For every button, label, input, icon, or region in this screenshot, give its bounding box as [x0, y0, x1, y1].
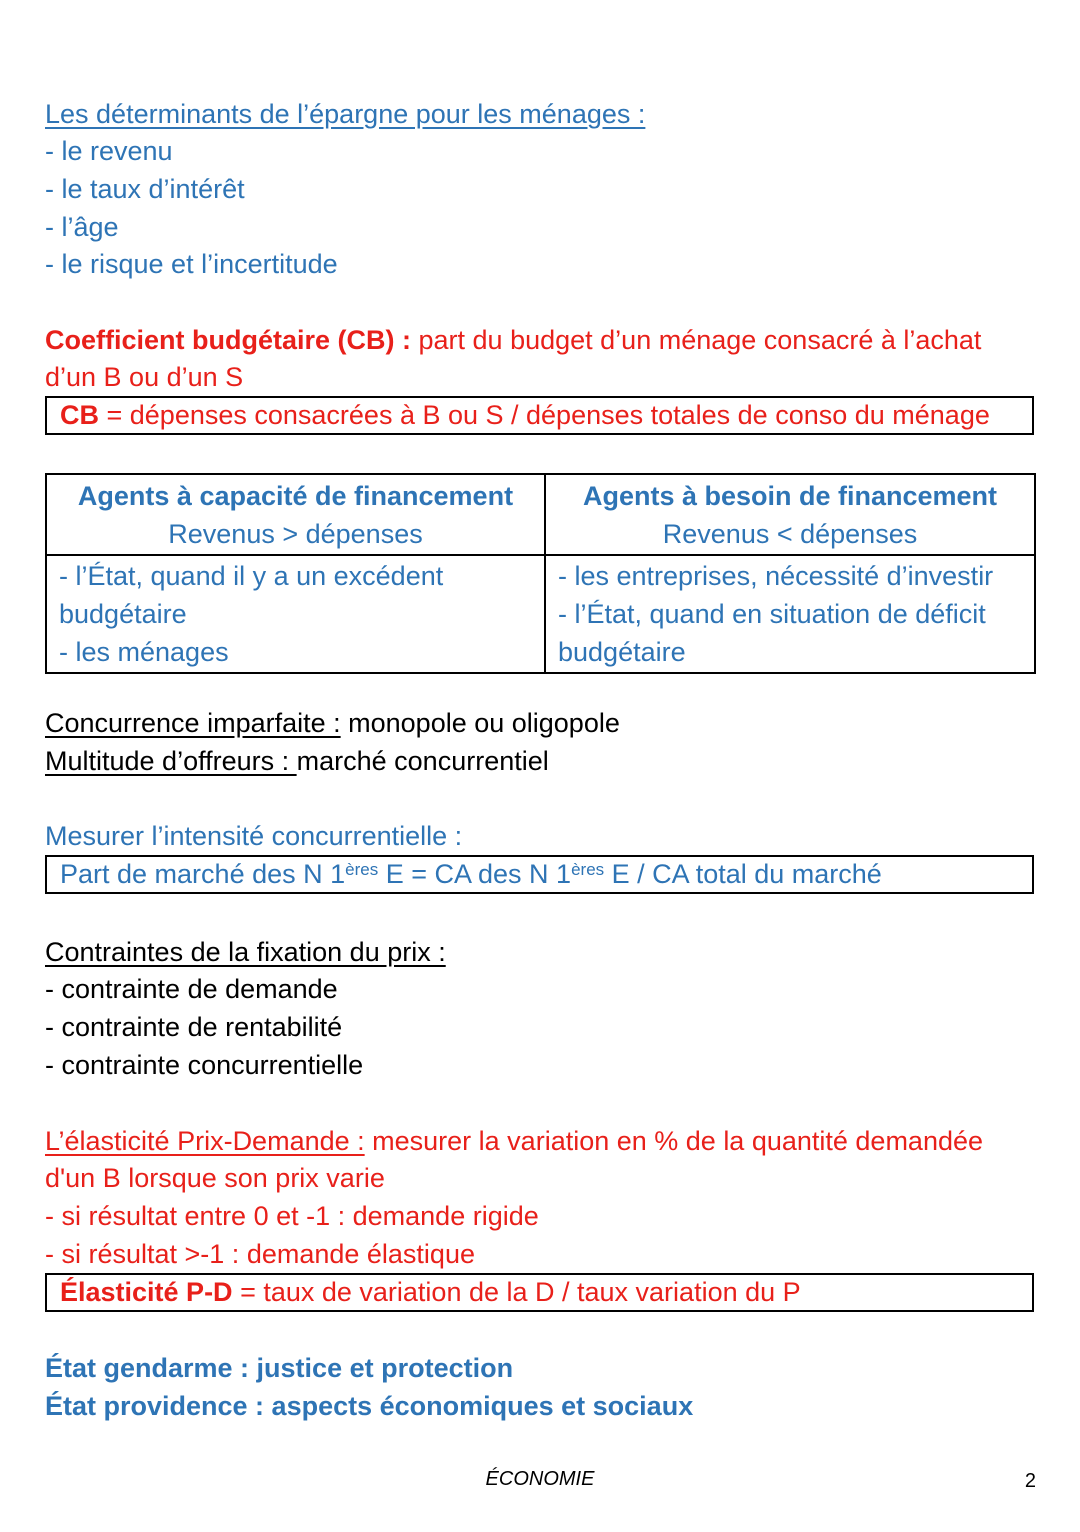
contraintes-title: Contraintes de la fixation du prix :: [45, 937, 446, 967]
capacite-body-cell: [46, 555, 545, 673]
coefficient-def-line2: d’un B ou d’un S: [45, 362, 244, 392]
capacite-header-cell: [46, 474, 545, 555]
elasticite-def-line2: d'un B lorsque son prix varie: [45, 1163, 385, 1193]
elasticite-formula-text: = taux de variation de la D / taux variation du P: [232, 1277, 801, 1307]
elasticite-formula-box: [45, 1273, 1034, 1312]
concurrence-imparfaite-text: monopole ou oligopole: [340, 708, 620, 738]
capacite-subheader: Revenus > dépenses: [168, 519, 423, 549]
multitude-offreurs-term: Multitude d’offreurs :: [45, 746, 297, 776]
intensite-sup: ères: [345, 860, 379, 879]
page-number: 2: [1024, 1470, 1036, 1492]
concurrence-imparfaite: [45, 706, 620, 740]
contraintes-item: - contrainte de demande: [45, 974, 338, 1004]
besoin-item: - l’État, quand en situation de déficit: [558, 599, 986, 629]
coefficient-definition: [45, 323, 981, 357]
contraintes-item: - contrainte de rentabilité: [45, 1012, 343, 1042]
besoin-header: Agents à besoin de financement: [582, 481, 998, 511]
epargne-item: - le revenu: [45, 136, 173, 166]
coefficient-def-line1: part du budget d’un ménage consacré à l’achat: [411, 325, 982, 355]
capacite-item: - l’État, quand il y a un excédent: [59, 561, 444, 591]
coefficient-formula-box: [45, 396, 1034, 435]
intensite-formula-b: E = CA des N 1: [378, 859, 572, 889]
epargne-item: - le risque et l’incertitude: [45, 249, 338, 279]
multitude-offreurs: [45, 744, 549, 778]
epargne-item: - l’âge: [45, 212, 119, 242]
besoin-item: - les entreprises, nécessité d’investir: [558, 561, 994, 591]
elasticite-formula-label: Élasticité P-D: [60, 1277, 233, 1307]
concurrence-imparfaite-term: Concurrence imparfaite :: [45, 708, 341, 738]
etat-providence: État providence : aspects économiques et sociaux: [45, 1391, 694, 1421]
intensite-sup: ères: [571, 860, 605, 879]
besoin-subheader: Revenus < dépenses: [662, 519, 918, 549]
coefficient-formula-text: = dépenses consacrées à B ou S / dépenses totales de conso du ménage: [99, 400, 990, 430]
besoin-body-cell: [545, 555, 1035, 673]
financement-table: [45, 473, 1036, 674]
elasticite-item: - si résultat entre 0 et -1 : demande rigide: [45, 1201, 539, 1231]
multitude-offreurs-text: marché concurrentiel: [296, 746, 549, 776]
intensite-formula-a: Part de marché des N 1: [60, 859, 346, 889]
capacite-item: - les ménages: [59, 637, 229, 667]
intensite-title: Mesurer l’intensité concurrentielle :: [45, 821, 463, 851]
elasticite-def-line1: mesurer la variation en % de la quantité demandée: [364, 1126, 984, 1156]
epargne-item: - le taux d’intérêt: [45, 174, 245, 204]
epargne-title: Les déterminants de l’épargne pour les ménages :: [45, 99, 646, 129]
elasticite-definition: [45, 1124, 983, 1158]
coefficient-term: Coefficient budgétaire (CB) :: [45, 325, 412, 355]
capacite-header: Agents à capacité de financement: [77, 481, 514, 511]
elasticite-term: L’élasticité Prix-Demande :: [45, 1126, 365, 1156]
intensite-formula-c: E / CA total du marché: [604, 859, 882, 889]
besoin-header-cell: [545, 474, 1035, 555]
etat-gendarme: État gendarme : justice et protection: [45, 1353, 514, 1383]
besoin-item: budgétaire: [558, 637, 686, 667]
elasticite-item: - si résultat >-1 : demande élastique: [45, 1239, 475, 1269]
coefficient-formula-label: CB: [60, 400, 99, 430]
capacite-item: budgétaire: [59, 599, 187, 629]
footer-title: ÉCONOMIE: [485, 1468, 595, 1490]
intensite-formula-box: [45, 855, 1034, 894]
contraintes-item: - contrainte concurrentielle: [45, 1050, 364, 1080]
